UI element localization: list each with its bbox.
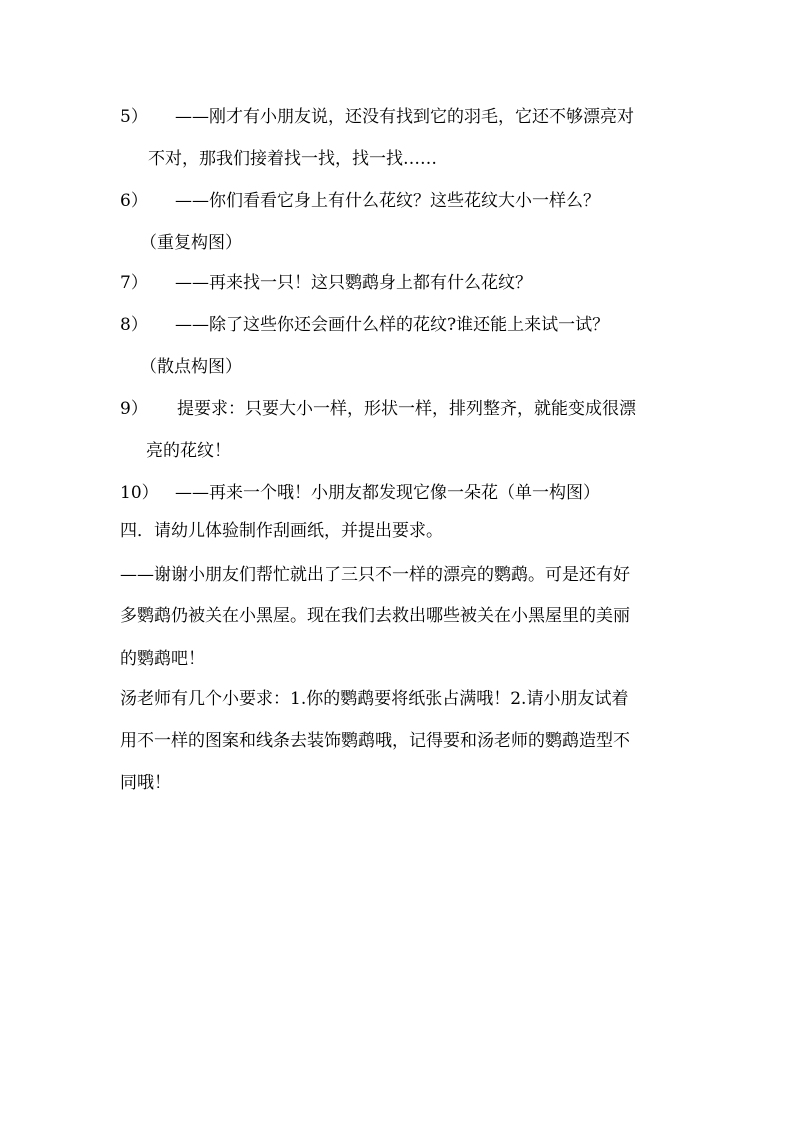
item-text: ——再来找一只！这只鹦鹉身上都有什么花纹？ [175, 273, 532, 293]
item-text: 提要求：只要大小一样，形状一样，排列整齐，就能变成很漂 [177, 399, 636, 419]
item-number: 6） [120, 191, 148, 211]
paragraph-line: ——谢谢小朋友们帮忙就出了三只不一样的漂亮的鹦鹉。可是还有好 [120, 565, 630, 585]
item-continuation: （散点构图） [140, 357, 242, 377]
item-number: 7） [120, 273, 148, 293]
item-number: 8） [120, 315, 148, 335]
paragraph-line: 多鹦鹉仍被关在小黑屋。现在我们去救出哪些被关在小黑屋里的美丽 [120, 606, 630, 626]
paragraph-line: 汤老师有几个小要求：1.你的鹦鹉要将纸张占满哦！2.请小朋友试着 [120, 689, 629, 709]
item-continuation: 亮的花纹！ [146, 441, 231, 461]
paragraph-line: 用不一样的图案和线条去装饰鹦鹉哦，记得要和汤老师的鹦鹉造型不 [120, 731, 630, 751]
section-heading: 四．请幼儿体验制作刮画纸，并提出要求。 [120, 521, 443, 541]
paragraph-line: 同哦！ [120, 773, 171, 793]
item-text: ——你们看看它身上有什么花纹？这些花纹大小一样么？ [175, 191, 600, 211]
item-text: ——除了这些你还会画什么样的花纹?谁还能上来试一试？ [175, 315, 610, 335]
item-continuation: 不对，那我们接着找一找，找一找…… [148, 149, 437, 169]
item-number: 9） [120, 399, 148, 419]
paragraph-line: 的鹦鹉吧！ [120, 649, 205, 669]
item-text: ——再来一个哦！小朋友都发现它像一朵花（单一构图） [175, 483, 600, 503]
item-number: 10） [120, 483, 159, 503]
item-text: ——刚才有小朋友说，还没有找到它的羽毛，它还不够漂亮对 [175, 107, 634, 127]
item-continuation: （重复构图） [140, 233, 242, 253]
item-number: 5） [120, 107, 148, 127]
